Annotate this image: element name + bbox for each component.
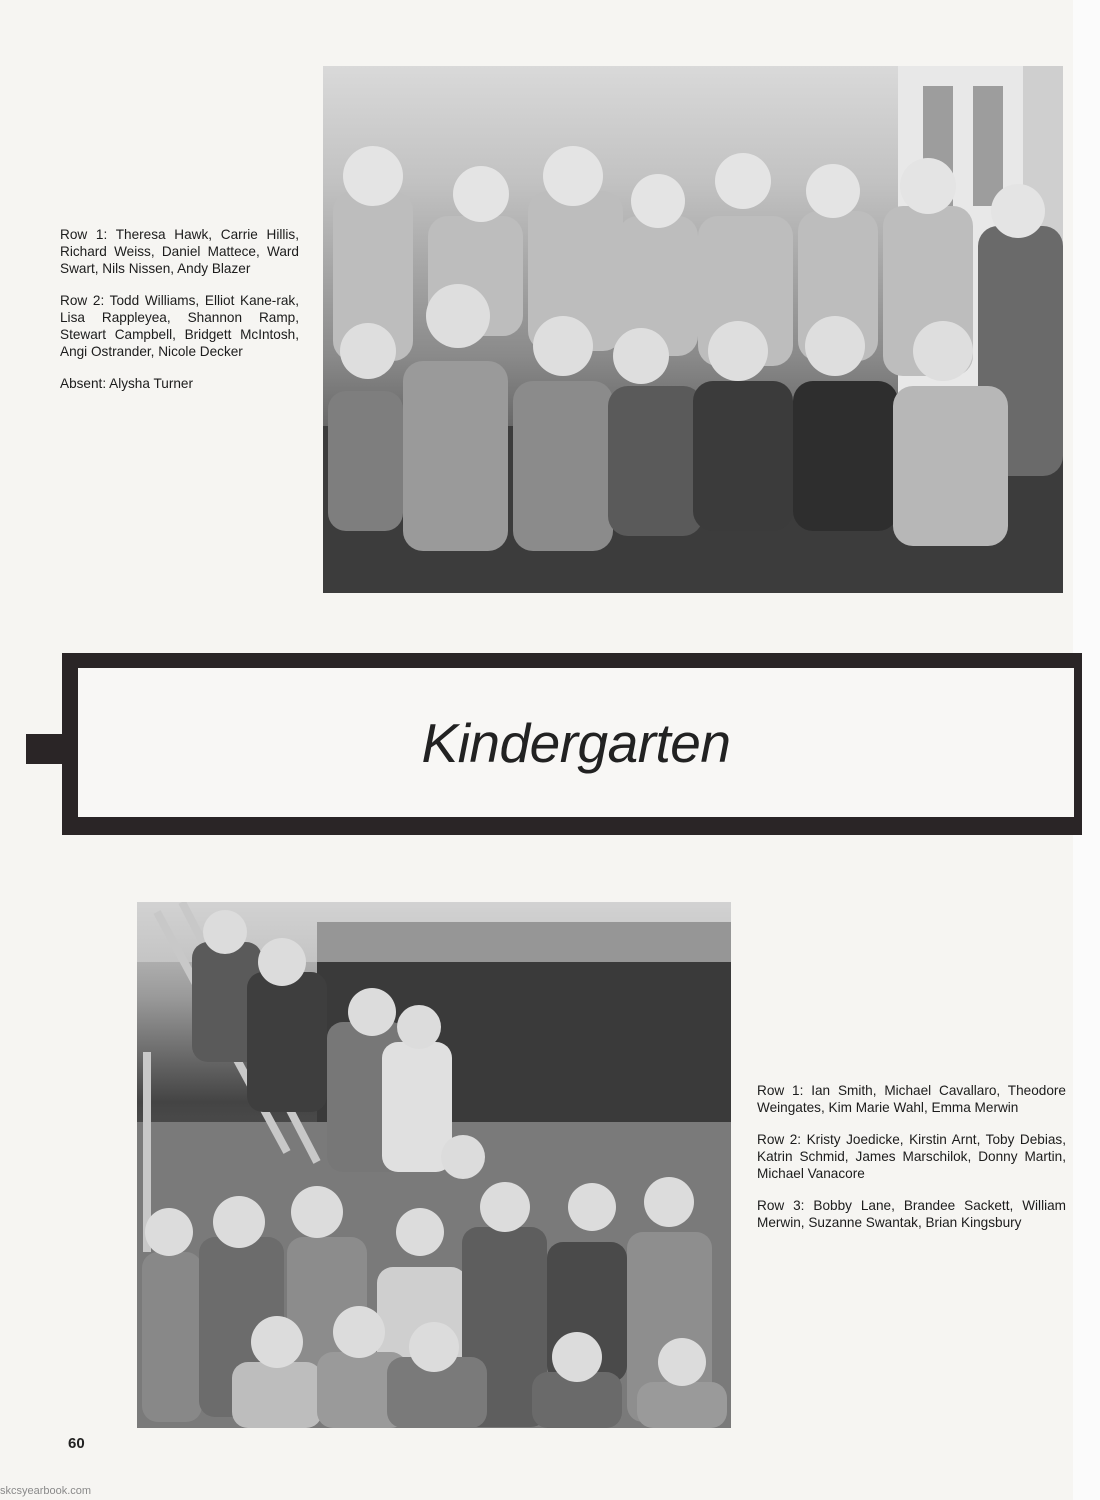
bottom-class-photo xyxy=(137,902,731,1428)
bottom-caption-row-2: Row 2: Kristy Joedicke, Kirstin Arnt, Toby Debias, Katrin Schmid, James Marschilok, Donny Martin, Michael Vanacore xyxy=(757,1132,1066,1181)
top-photo-illustration xyxy=(323,66,1063,593)
top-caption-row-1: Row 1: Theresa Hawk, Carrie Hillis, Richard Weiss, Daniel Mattece, Ward Swart, Nils Nissen, Andy Blazer xyxy=(60,227,299,276)
top-class-photo xyxy=(323,66,1063,593)
section-title: Kindergarten xyxy=(421,711,731,774)
top-caption-row-2: Row 2: Todd Williams, Elliot Kane-rak, Lisa Rappleyea, Shannon Ramp, Stewart Campbell, Bridgett McIntosh, Angi Ostrander, Nicole Decker xyxy=(60,293,299,359)
bottom-caption-row-1: Row 1: Ian Smith, Michael Cavallaro, Theodore Weingates, Kim Marie Wahl, Emma Merwin xyxy=(757,1083,1066,1115)
top-photo-caption xyxy=(60,226,299,407)
watermark: skcsyearbook.com xyxy=(0,1485,92,1497)
banner-tab xyxy=(26,734,66,764)
page-number: 60 xyxy=(68,1435,85,1452)
bottom-photo-illustration xyxy=(137,902,731,1428)
top-caption-absent: Absent: Alysha Turner xyxy=(60,376,193,391)
bottom-caption-row-3: Row 3: Bobby Lane, Brandee Sackett, William Merwin, Suzanne Swantak, Brian Kingsbury xyxy=(757,1198,1066,1230)
bottom-photo-caption xyxy=(757,1082,1066,1246)
